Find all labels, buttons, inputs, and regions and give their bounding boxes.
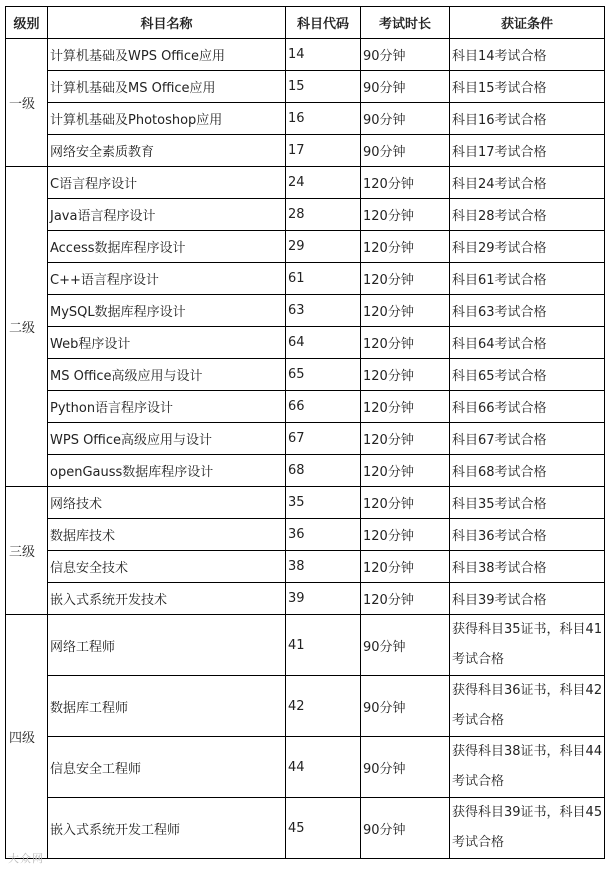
table-row: [6, 167, 605, 199]
subject-code-cell: 64: [286, 327, 361, 359]
subject-name-cell: MySQL数据库程序设计: [48, 295, 286, 327]
subject-name-cell: 数据库工程师: [48, 676, 286, 737]
certification-condition-cell: 科目67考试合格: [450, 423, 605, 455]
table-row: [6, 487, 605, 519]
table-row: [6, 455, 605, 487]
subject-code-cell: 28: [286, 199, 361, 231]
exam-duration-cell: 120分钟: [361, 487, 450, 519]
table-row: [6, 391, 605, 423]
header-row: [6, 7, 605, 39]
header-subject-name: 科目名称: [48, 7, 286, 39]
exam-duration-cell: 120分钟: [361, 263, 450, 295]
header-level: 级别: [6, 7, 48, 39]
subject-name-cell: 计算机基础及Photoshop应用: [48, 103, 286, 135]
subject-code-cell: 14: [286, 39, 361, 71]
certification-condition-cell: 科目16考试合格: [450, 103, 605, 135]
table-row: [6, 676, 605, 737]
subject-code-cell: 42: [286, 676, 361, 737]
subject-code-cell: 66: [286, 391, 361, 423]
exam-subjects-table: [5, 6, 605, 859]
subject-code-cell: 41: [286, 615, 361, 676]
certification-condition-cell: 科目68考试合格: [450, 455, 605, 487]
subject-name-cell: 信息安全工程师: [48, 737, 286, 798]
exam-duration-cell: 120分钟: [361, 455, 450, 487]
header-subject-code: 科目代码: [286, 7, 361, 39]
header-certification-condition: 获证条件: [450, 7, 605, 39]
certification-condition-cell: 科目29考试合格: [450, 231, 605, 263]
certification-condition-cell: 科目36考试合格: [450, 519, 605, 551]
subject-code-cell: 38: [286, 551, 361, 583]
table-row: [6, 359, 605, 391]
table-row: [6, 231, 605, 263]
table-row: [6, 798, 605, 859]
certification-condition-cell: 科目24考试合格: [450, 167, 605, 199]
exam-duration-cell: 120分钟: [361, 327, 450, 359]
table-body: [6, 39, 605, 859]
subject-name-cell: C语言程序设计: [48, 167, 286, 199]
subject-code-cell: 44: [286, 737, 361, 798]
subject-name-cell: 嵌入式系统开发技术: [48, 583, 286, 615]
exam-duration-cell: 120分钟: [361, 519, 450, 551]
table-row: [6, 327, 605, 359]
subject-name-cell: Python语言程序设计: [48, 391, 286, 423]
subject-name-cell: 网络工程师: [48, 615, 286, 676]
table-row: [6, 583, 605, 615]
exam-duration-cell: 90分钟: [361, 615, 450, 676]
table-row: [6, 263, 605, 295]
exam-duration-cell: 90分钟: [361, 135, 450, 167]
subject-name-cell: 数据库技术: [48, 519, 286, 551]
table-row: [6, 135, 605, 167]
exam-duration-cell: 120分钟: [361, 231, 450, 263]
table-row: [6, 737, 605, 798]
exam-duration-cell: 120分钟: [361, 583, 450, 615]
subject-code-cell: 68: [286, 455, 361, 487]
subject-name-cell: Java语言程序设计: [48, 199, 286, 231]
exam-duration-cell: 120分钟: [361, 551, 450, 583]
exam-duration-cell: 120分钟: [361, 295, 450, 327]
exam-duration-cell: 120分钟: [361, 391, 450, 423]
subject-name-cell: MS Office高级应用与设计: [48, 359, 286, 391]
subject-name-cell: 网络安全素质教育: [48, 135, 286, 167]
table-row: [6, 71, 605, 103]
table-header: [6, 7, 605, 39]
certification-condition-cell: 科目14考试合格: [450, 39, 605, 71]
certification-condition-cell: 科目61考试合格: [450, 263, 605, 295]
level-cell: 四级: [6, 615, 48, 859]
header-exam-duration: 考试时长: [361, 7, 450, 39]
subject-code-cell: 24: [286, 167, 361, 199]
exam-duration-cell: 120分钟: [361, 167, 450, 199]
subject-code-cell: 67: [286, 423, 361, 455]
table-row: [6, 551, 605, 583]
certification-condition-cell: 科目35考试合格: [450, 487, 605, 519]
certification-condition-cell: 科目28考试合格: [450, 199, 605, 231]
table-row: [6, 519, 605, 551]
table-row: [6, 103, 605, 135]
certification-condition-cell: 获得科目38证书，科目44考试合格: [450, 737, 605, 798]
table-row: [6, 295, 605, 327]
certification-condition-cell: 获得科目39证书，科目45考试合格: [450, 798, 605, 859]
subject-code-cell: 16: [286, 103, 361, 135]
table-row: [6, 615, 605, 676]
subject-name-cell: 网络技术: [48, 487, 286, 519]
exam-duration-cell: 90分钟: [361, 798, 450, 859]
subject-name-cell: Web程序设计: [48, 327, 286, 359]
certification-condition-cell: 科目39考试合格: [450, 583, 605, 615]
subject-name-cell: Access数据库程序设计: [48, 231, 286, 263]
subject-code-cell: 45: [286, 798, 361, 859]
subject-name-cell: C++语言程序设计: [48, 263, 286, 295]
subject-name-cell: 计算机基础及WPS Office应用: [48, 39, 286, 71]
subject-code-cell: 15: [286, 71, 361, 103]
exam-duration-cell: 90分钟: [361, 103, 450, 135]
certification-condition-cell: 科目64考试合格: [450, 327, 605, 359]
subject-name-cell: 嵌入式系统开发工程师: [48, 798, 286, 859]
certification-condition-cell: 科目63考试合格: [450, 295, 605, 327]
certification-condition-cell: 科目17考试合格: [450, 135, 605, 167]
exam-duration-cell: 120分钟: [361, 423, 450, 455]
subject-code-cell: 63: [286, 295, 361, 327]
certification-condition-cell: 科目66考试合格: [450, 391, 605, 423]
certification-condition-cell: 科目38考试合格: [450, 551, 605, 583]
certification-condition-cell: 获得科目35证书，科目41考试合格: [450, 615, 605, 676]
subject-code-cell: 36: [286, 519, 361, 551]
subject-code-cell: 29: [286, 231, 361, 263]
subject-name-cell: WPS Office高级应用与设计: [48, 423, 286, 455]
table-row: [6, 39, 605, 71]
exam-duration-cell: 90分钟: [361, 737, 450, 798]
exam-duration-cell: 120分钟: [361, 359, 450, 391]
table-row: [6, 423, 605, 455]
subject-code-cell: 61: [286, 263, 361, 295]
certification-condition-cell: 科目15考试合格: [450, 71, 605, 103]
subject-code-cell: 39: [286, 583, 361, 615]
exam-duration-cell: 90分钟: [361, 71, 450, 103]
subject-code-cell: 35: [286, 487, 361, 519]
certification-condition-cell: 获得科目36证书，科目42考试合格: [450, 676, 605, 737]
watermark: 大众网: [8, 852, 44, 865]
certification-condition-cell: 科目65考试合格: [450, 359, 605, 391]
exam-duration-cell: 90分钟: [361, 39, 450, 71]
subject-name-cell: 计算机基础及MS Office应用: [48, 71, 286, 103]
subject-code-cell: 17: [286, 135, 361, 167]
subject-name-cell: openGauss数据库程序设计: [48, 455, 286, 487]
level-cell: 一级: [6, 39, 48, 167]
exam-duration-cell: 120分钟: [361, 199, 450, 231]
table-row: [6, 199, 605, 231]
subject-code-cell: 65: [286, 359, 361, 391]
exam-duration-cell: 90分钟: [361, 676, 450, 737]
subject-name-cell: 信息安全技术: [48, 551, 286, 583]
level-cell: 三级: [6, 487, 48, 615]
level-cell: 二级: [6, 167, 48, 487]
